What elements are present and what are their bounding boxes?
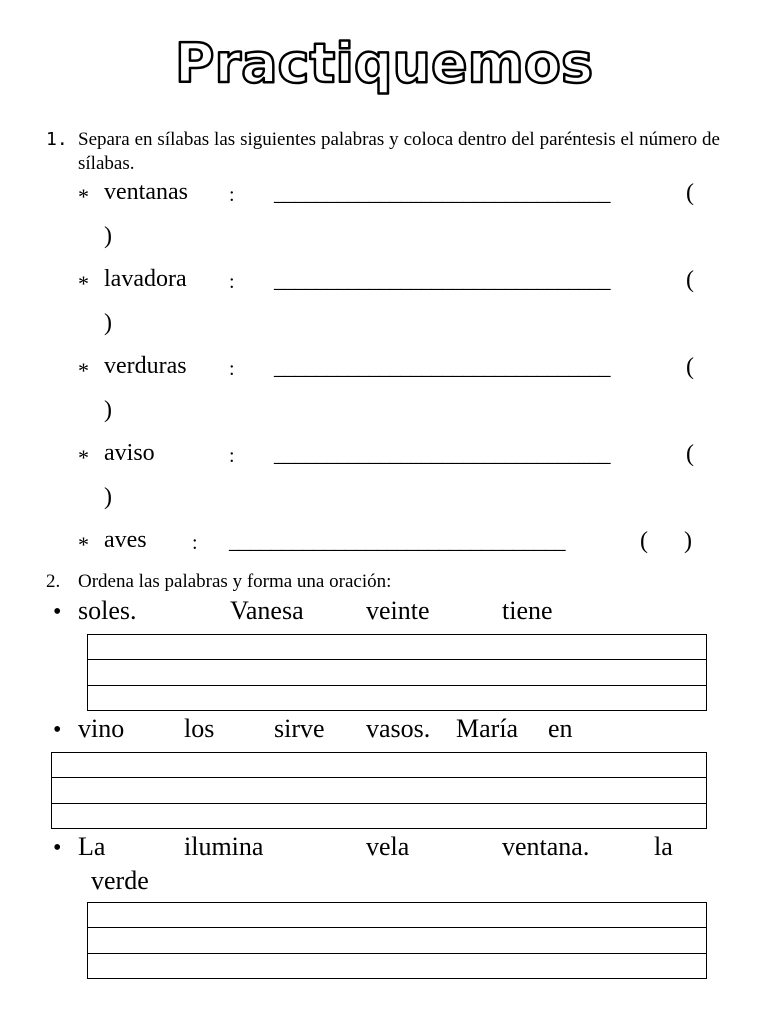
sentence-1-word: Vanesa	[230, 596, 304, 625]
item-5-answer-line[interactable]: ________________________________	[229, 528, 565, 553]
item-1-open-paren: (	[686, 180, 694, 206]
svg-text:Practiquemos: Practiquemos	[174, 32, 594, 95]
item-4-marker: *	[78, 445, 89, 470]
question-2-number: 2.	[46, 571, 61, 592]
item-5-close-paren: )	[684, 528, 692, 554]
item-3-answer-line[interactable]: ________________________________	[274, 354, 610, 379]
question-1-number: 1.	[46, 129, 68, 150]
sentence-2-word: María	[456, 714, 519, 743]
item-5-word: aves	[104, 527, 147, 553]
page-title	[0, 28, 768, 98]
writing-line	[88, 685, 706, 686]
writing-line	[88, 953, 706, 954]
sentence-3-word: ventana.	[502, 832, 590, 861]
sentence-3-bullet: •	[53, 835, 62, 861]
item-3-close-paren: )	[104, 397, 112, 423]
item-1-marker: *	[78, 184, 89, 209]
item-4-open-paren: (	[686, 441, 694, 467]
sentence-2-word: los	[184, 714, 215, 743]
sentence-2-bullet: •	[53, 717, 62, 743]
sentence-2-answer-box[interactable]	[51, 752, 707, 829]
sentence-3-answer-box[interactable]	[87, 902, 707, 979]
item-1-word: ventanas	[104, 179, 188, 205]
question-2-instruction: Ordena las palabras y forma una oración:	[78, 571, 392, 592]
item-4-word: aviso	[104, 440, 155, 466]
sentence-3-word: ilumina	[184, 832, 264, 861]
sentence-3-word: La	[78, 832, 106, 861]
sentence-2-word: vasos.	[366, 714, 431, 743]
item-2-answer-line[interactable]: ________________________________	[274, 267, 610, 292]
sentence-2-word: en	[548, 714, 573, 743]
item-2-colon: :	[229, 271, 235, 293]
title-outline-text	[174, 28, 594, 98]
writing-line	[88, 659, 706, 660]
item-4-answer-line[interactable]: ________________________________	[274, 441, 610, 466]
writing-line	[52, 777, 706, 778]
item-3-open-paren: (	[686, 354, 694, 380]
item-4-close-paren: )	[104, 484, 112, 510]
item-2-close-paren: )	[104, 310, 112, 336]
writing-line	[88, 927, 706, 928]
item-2-marker: *	[78, 271, 89, 296]
item-5-colon: :	[192, 532, 198, 554]
sentence-3-word: vela	[366, 832, 410, 861]
sentence-1-word: tiene	[502, 596, 553, 625]
sentence-3-word: verde	[91, 866, 149, 895]
sentence-2-word: sirve	[274, 714, 325, 743]
item-1-close-paren: )	[104, 223, 112, 249]
item-3-word: verduras	[104, 353, 187, 379]
sentence-1-word: veinte	[366, 596, 430, 625]
sentence-1-bullet: •	[53, 599, 62, 625]
item-3-marker: *	[78, 358, 89, 383]
item-2-open-paren: (	[686, 267, 694, 293]
item-5-open-paren: (	[640, 528, 648, 554]
question-1-instruction: Separa en sílabas las siguientes palabras y coloca dentro del paréntesis el número de sílabas.	[78, 129, 720, 174]
item-3-colon: :	[229, 358, 235, 380]
item-5-marker: *	[78, 532, 89, 557]
sentence-2-word: vino	[78, 714, 125, 743]
item-1-answer-line[interactable]: ________________________________	[274, 180, 610, 205]
writing-line	[52, 803, 706, 804]
item-2-word: lavadora	[104, 266, 187, 292]
sentence-3-word: la	[654, 832, 673, 861]
item-1-colon: :	[229, 184, 235, 206]
item-4-colon: :	[229, 445, 235, 467]
sentence-1-answer-box[interactable]	[87, 634, 707, 711]
sentence-1-word: soles.	[78, 596, 137, 625]
